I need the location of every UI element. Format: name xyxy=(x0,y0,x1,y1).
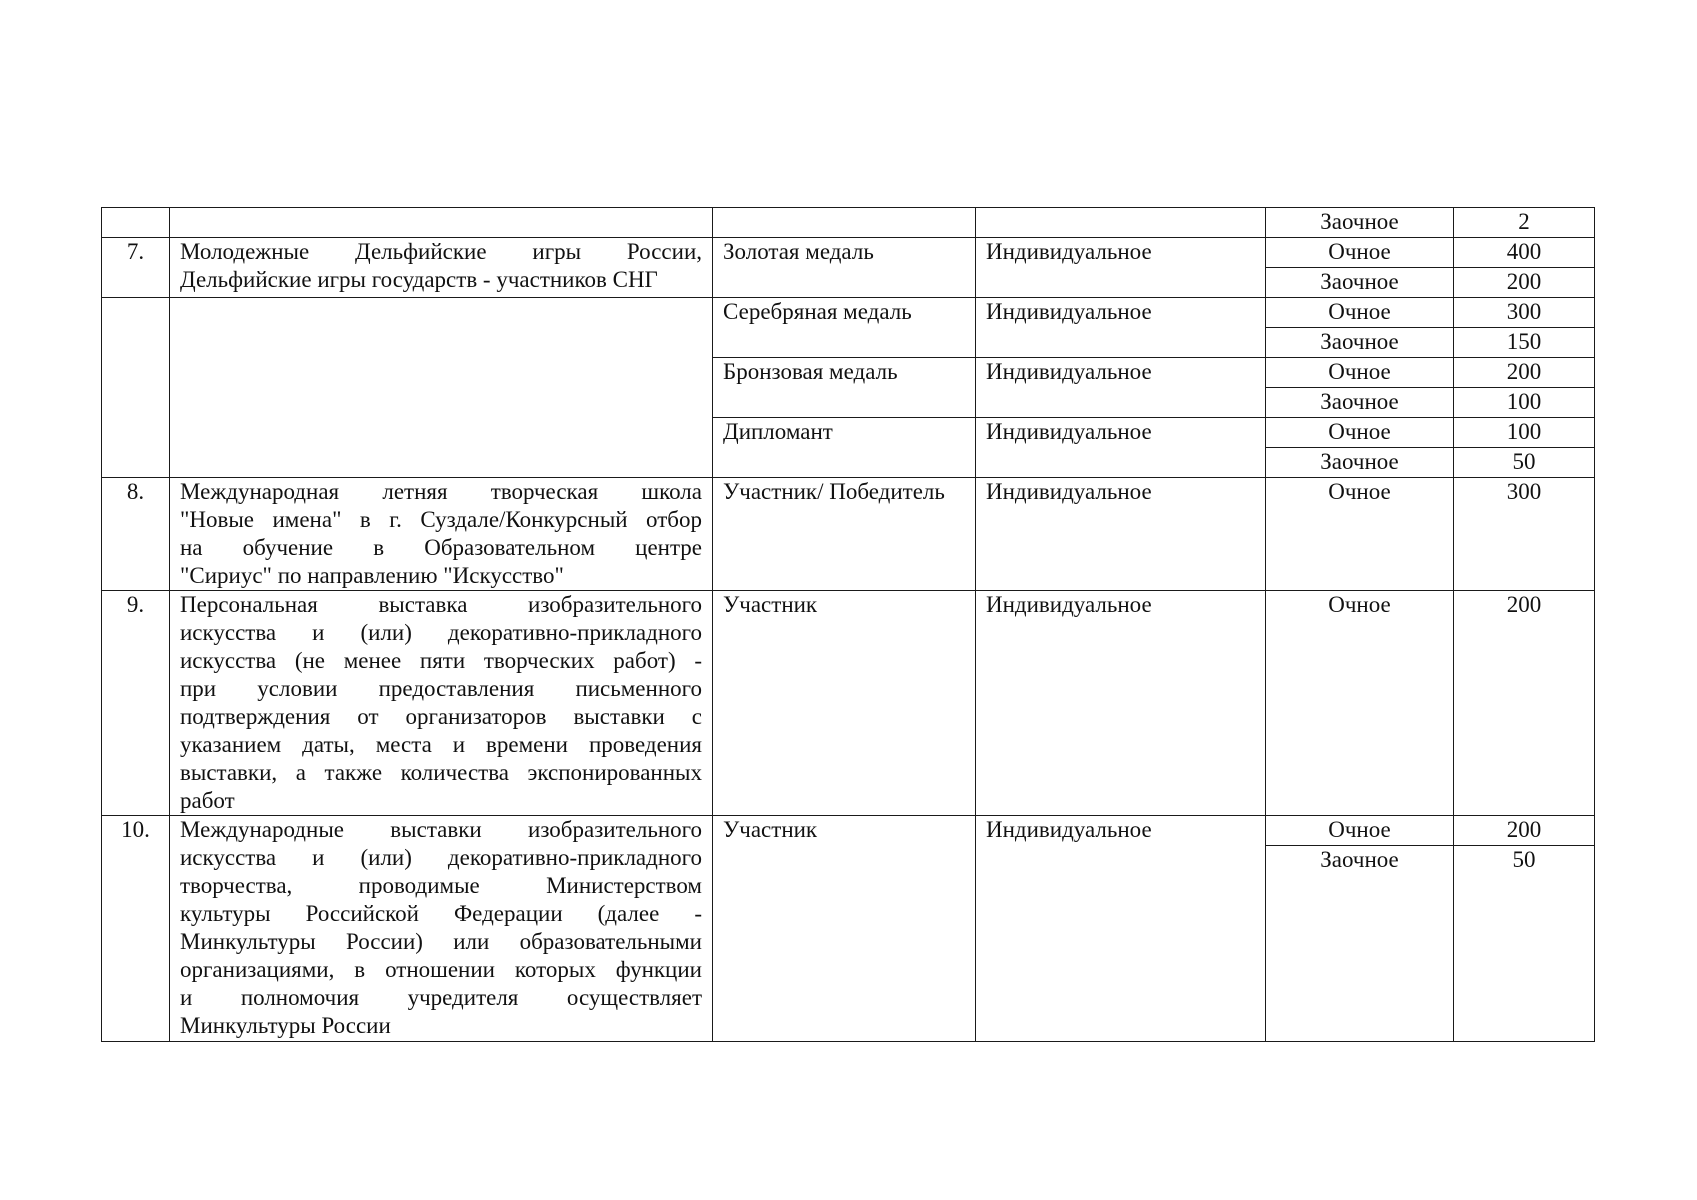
award-cell: Дипломант xyxy=(713,418,976,478)
row-number: 10. xyxy=(102,816,170,1042)
points: 2 xyxy=(1454,208,1595,238)
points: 100 xyxy=(1454,388,1595,418)
award-cell: Участник xyxy=(713,591,976,816)
participation-form: Заочное xyxy=(1266,328,1454,358)
row-number xyxy=(102,298,170,478)
participation-form: Очное xyxy=(1266,298,1454,328)
participation-form: Заочное xyxy=(1266,846,1454,1042)
event-name-line: Международная летняя творческая школа xyxy=(180,479,702,504)
points: 200 xyxy=(1454,591,1595,816)
event-name-line: Молодежные Дельфийские игры России, xyxy=(180,239,702,264)
table-row xyxy=(102,238,1595,268)
points: 50 xyxy=(1454,846,1595,1042)
row-number: 8. xyxy=(102,478,170,591)
table-row xyxy=(102,208,1595,238)
award-cell: Серебряная медаль xyxy=(713,298,976,358)
points: 400 xyxy=(1454,238,1595,268)
award-cell: Участник xyxy=(713,816,976,1042)
event-name-line: творчества, проводимые Министерством xyxy=(180,873,702,898)
event-name-line: Международные выставки изобразительного xyxy=(180,817,702,842)
table-row xyxy=(102,478,1595,591)
event-name-line: культуры Российской Федерации (далее - xyxy=(180,901,702,926)
participation-kind: Индивидуальное xyxy=(976,418,1266,478)
event-name xyxy=(170,238,713,298)
points: 200 xyxy=(1454,816,1595,846)
event-name-line: организациями, в отношении которых функции xyxy=(180,957,702,982)
participation-kind: Индивидуальное xyxy=(976,298,1266,358)
table-row xyxy=(102,298,1595,328)
points: 200 xyxy=(1454,268,1595,298)
participation-form: Очное xyxy=(1266,238,1454,268)
participation-form: Очное xyxy=(1266,816,1454,846)
participation-kind: Индивидуальное xyxy=(976,478,1266,591)
participation-form: Заочное xyxy=(1266,388,1454,418)
participation-form: Заочное xyxy=(1266,208,1454,238)
event-name-line: на обучение в Образовательном центре xyxy=(180,535,702,560)
awards-points-table xyxy=(101,207,1595,1042)
participation-kind: Индивидуальное xyxy=(976,816,1266,1042)
row-number: 9. xyxy=(102,591,170,816)
award-cell: Участник/ Победитель xyxy=(713,478,976,591)
event-name-line: указанием даты, места и времени проведения xyxy=(180,732,702,757)
participation-kind: Индивидуальное xyxy=(976,591,1266,816)
event-name-line: Минкультуры России xyxy=(180,1013,391,1038)
award-cell xyxy=(713,208,976,238)
participation-kind: Индивидуальное xyxy=(976,358,1266,418)
event-name-line: Дельфийские игры государств - участников СНГ xyxy=(180,267,658,292)
participation-form: Заочное xyxy=(1266,448,1454,478)
participation-form: Заочное xyxy=(1266,268,1454,298)
event-name xyxy=(170,208,713,238)
participation-form: Очное xyxy=(1266,418,1454,448)
event-name-line: работ xyxy=(180,788,235,813)
points: 200 xyxy=(1454,358,1595,388)
event-name xyxy=(170,298,713,478)
event-name-line: и полномочия учредителя осуществляет xyxy=(180,985,702,1010)
participation-form: Очное xyxy=(1266,358,1454,388)
event-name-line: "Новые имена" в г. Суздале/Конкурсный отбор xyxy=(180,507,702,532)
points: 150 xyxy=(1454,328,1595,358)
participation-kind xyxy=(976,208,1266,238)
event-name-line: при условии предоставления письменного xyxy=(180,676,702,701)
participation-form: Очное xyxy=(1266,478,1454,591)
award-cell: Бронзовая медаль xyxy=(713,358,976,418)
award-cell: Золотая медаль xyxy=(713,238,976,298)
row-number: 7. xyxy=(102,238,170,298)
points: 50 xyxy=(1454,448,1595,478)
event-name-line: "Сириус" по направлению "Искусство" xyxy=(180,563,564,588)
event-name-line: искусства и (или) декоративно-прикладного xyxy=(180,845,702,870)
participation-form: Очное xyxy=(1266,591,1454,816)
event-name-line: подтверждения от организаторов выставки с xyxy=(180,704,702,729)
event-name xyxy=(170,478,713,591)
table-row xyxy=(102,591,1595,816)
event-name-line: искусства и (или) декоративно-прикладного xyxy=(180,620,702,645)
points: 300 xyxy=(1454,478,1595,591)
points: 100 xyxy=(1454,418,1595,448)
row-number xyxy=(102,208,170,238)
points: 300 xyxy=(1454,298,1595,328)
table-row xyxy=(102,816,1595,846)
event-name-line: Минкультуры России) или образовательными xyxy=(180,929,702,954)
event-name-line: искусства (не менее пяти творческих работ) - xyxy=(180,648,702,673)
event-name-line: Персональная выставка изобразительного xyxy=(180,592,702,617)
event-name-line: выставки, а также количества экспонированных xyxy=(180,760,702,785)
event-name xyxy=(170,591,713,816)
participation-kind: Индивидуальное xyxy=(976,238,1266,298)
event-name xyxy=(170,816,713,1042)
